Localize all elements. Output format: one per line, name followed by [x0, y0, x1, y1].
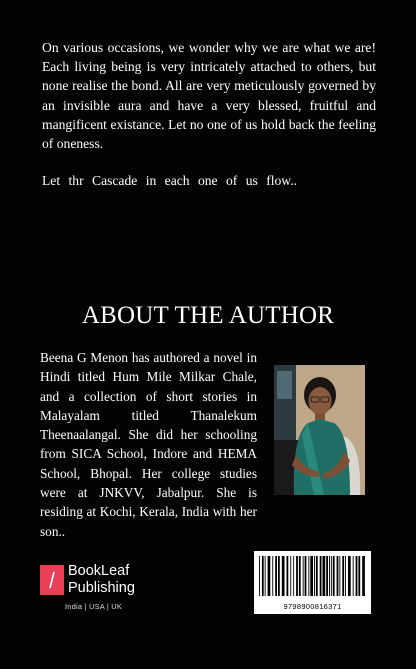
- isbn-barcode: [254, 551, 371, 614]
- blurb-closing-line: Let thr Cascade in each one of us flow..: [42, 173, 298, 189]
- bookleaf-logo-icon: [40, 565, 64, 595]
- publisher-regions: India | USA | UK: [65, 602, 123, 611]
- author-portrait-image: [274, 365, 365, 495]
- publisher-block: [40, 563, 170, 613]
- isbn-number: 9798900816371: [283, 602, 342, 611]
- barcode-bars-icon: [254, 551, 371, 601]
- author-bio: Beena G Menon has authored a novel in Hindi titled Hum Mile Milkar Chale, and a collection of short stories in Malayalam titled Thanalekum Theenaalangal. She did her schooling from SICA School, Indore and HEMA School, Bhopal. Her college studies were at JNKVV, Jabalpur. She is residing at Kochi, Kerala, India with her son..: [40, 350, 257, 539]
- about-author-heading: ABOUT THE AUTHOR: [81, 302, 335, 329]
- blurb-paragraph: On various occasions, we wonder why we are what we are! Each living being is very intricately attached to others, but none realise the bond. All are very meticulously governed by an invisible aura and have a very blessed, fruitful and mangificent existance. Let no one of us hold back the feeling of oneness.: [42, 40, 376, 152]
- cover-blurb: [42, 38, 376, 190]
- author-photo: [274, 365, 365, 495]
- publisher-name: BookLeaf Publishing: [68, 563, 135, 596]
